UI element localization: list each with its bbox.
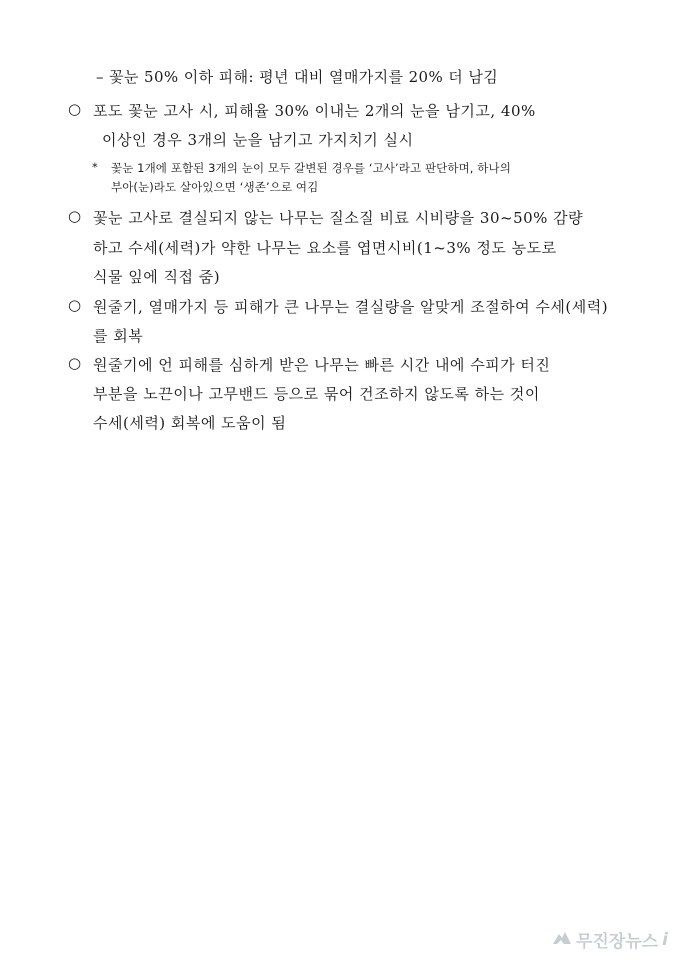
item-2-line-1: 꽃눈 고사로 결실되지 않는 나무는 질소질 비료 시비량을 30~50% 감량 — [93, 209, 584, 227]
item-3-line-2: 를 회복 — [93, 327, 144, 345]
item-4-line-2: 부분을 노끈이나 고무밴드 등으로 묶어 건조하지 않도록 하는 것이 — [93, 385, 540, 403]
watermark-mark: i — [662, 929, 668, 950]
item-1-line-1: 포도 꽃눈 고사 시, 피해율 30% 이내는 2개의 눈을 남기고, 40% — [93, 102, 536, 120]
bullet-icon: ○ — [68, 207, 82, 225]
watermark-text: 무진장뉴스 — [576, 932, 659, 952]
item-1-line-2: 이상인 경우 3개의 눈을 남기고 가지치기 실시 — [102, 131, 414, 149]
mountain-logo-icon — [552, 929, 572, 950]
note-asterisk: * — [92, 160, 98, 174]
bullet-icon: ○ — [68, 354, 82, 372]
bullet-icon: ○ — [68, 100, 82, 118]
item-2-line-2: 하고 수세(세력)가 약한 나무는 요소를 엽면시비(1~3% 정도 농도로 — [93, 239, 557, 257]
note-line-2: 부아(눈)라도 살아있으면 ‘생존’으로 여김 — [111, 180, 319, 194]
bullet-icon: ○ — [68, 296, 82, 314]
sub-item-text: – 꽃눈 50% 이하 피해: 평년 대비 열매가지를 20% 더 남김 — [96, 68, 499, 86]
item-4-line-1: 원줄기에 언 피해를 심하게 받은 나무는 빠른 시간 내에 수피가 터진 — [93, 356, 551, 374]
item-4-line-3: 수세(세력) 회복에 도움이 됨 — [93, 414, 287, 432]
note-line-1: 꽃눈 1개에 포함된 3개의 눈이 모두 갈변된 경우를 ‘고사’라고 판단하며, 하나의 — [111, 161, 511, 175]
item-3-line-1: 원줄기, 열매가지 등 피해가 큰 나무는 결실량을 알맞게 조절하여 수세(세력) — [93, 298, 609, 316]
watermark-logo — [552, 927, 668, 952]
item-2-line-3: 식물 잎에 직접 줌) — [93, 268, 221, 286]
